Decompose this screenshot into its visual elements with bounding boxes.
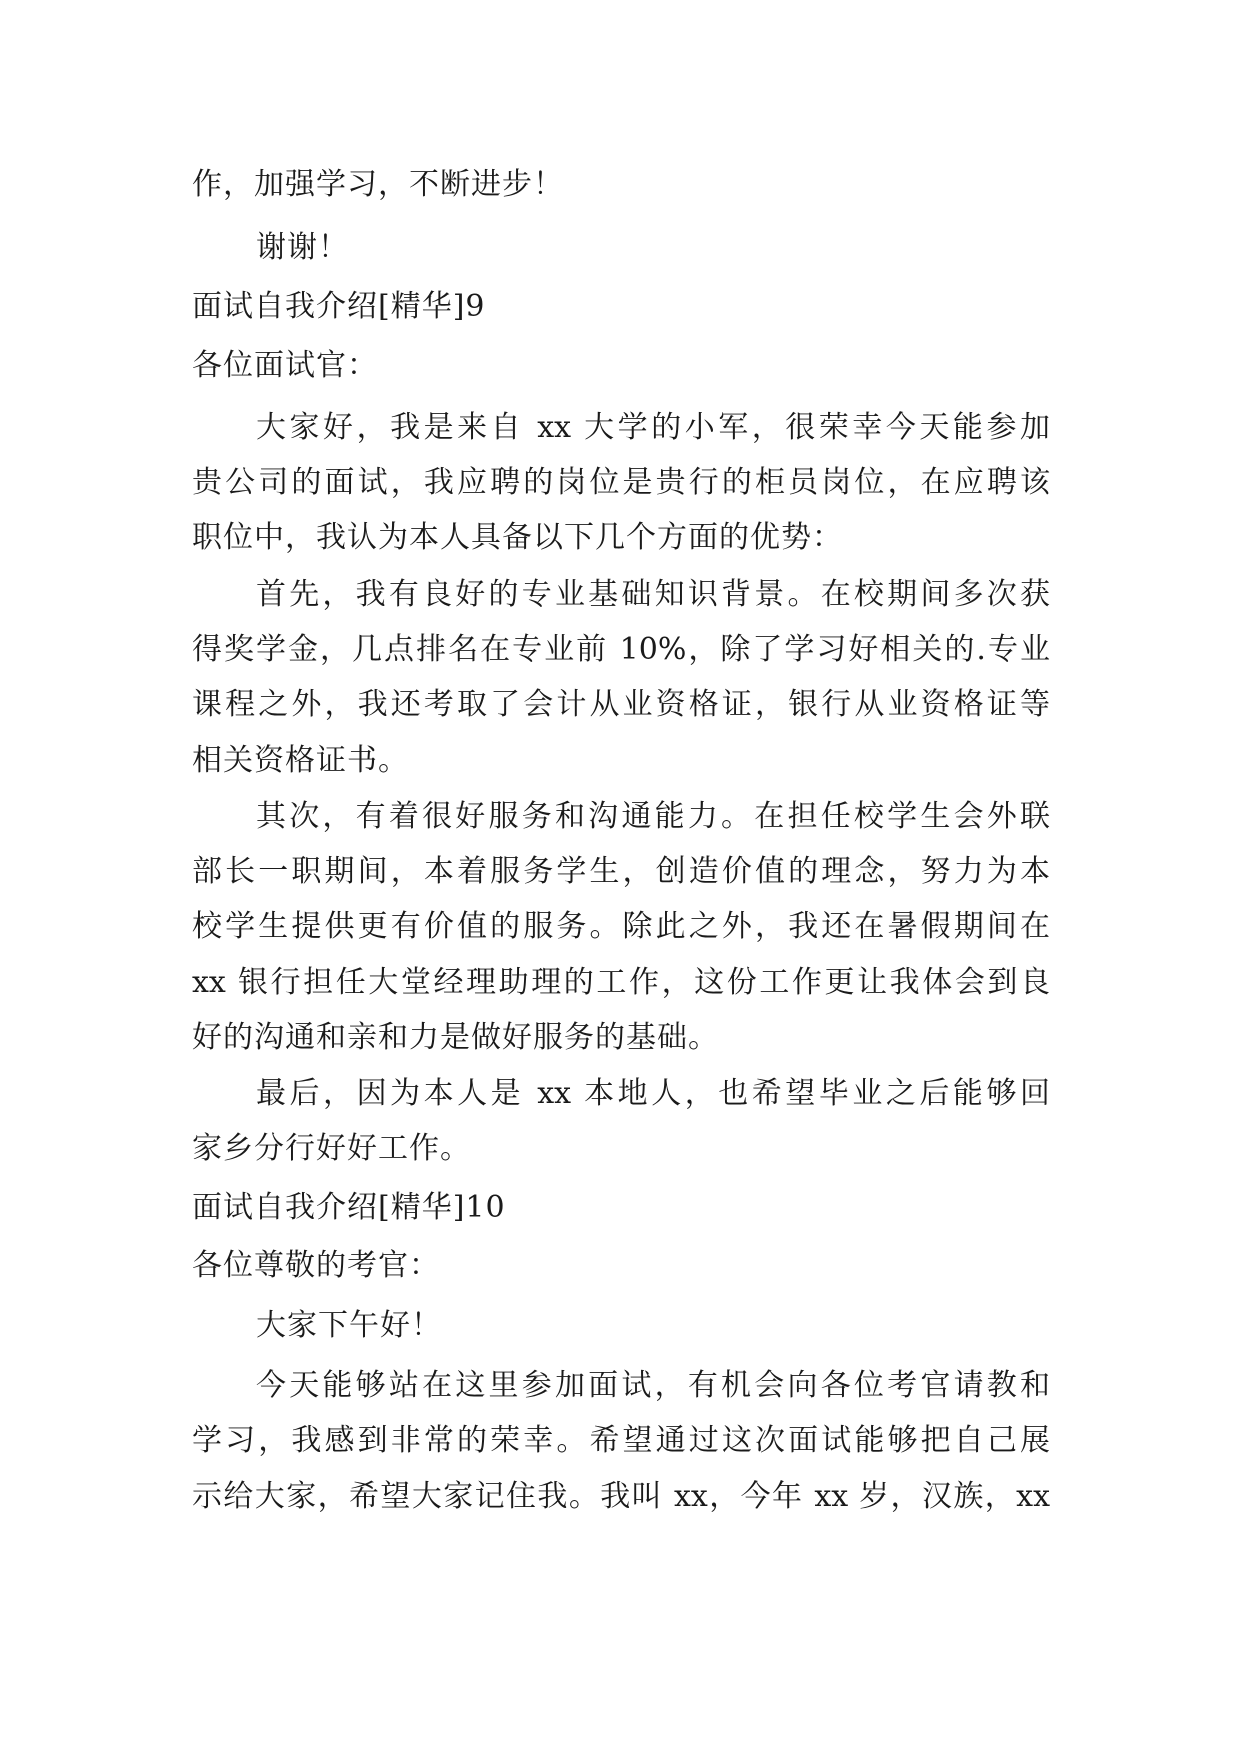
- greeting: 大家下午好！: [256, 1308, 442, 1343]
- paragraph-line: 其次，有着很好服务和沟通能力。在担任校学生会外联: [256, 799, 1050, 834]
- paragraph-line: 作，加强学习，不断进步！: [192, 167, 564, 202]
- paragraph-line: 今天能够站在这里参加面试，有机会向各位考官请教和: [256, 1368, 1050, 1403]
- section-heading: 面试自我介绍[精华]10: [192, 1190, 506, 1225]
- paragraph-line: 得奖学金，几点排名在专业前 10%，除了学习好相关的.专业: [192, 632, 1050, 667]
- paragraph-line: xx 银行担任大堂经理助理的工作，这份工作更让我体会到良: [192, 965, 1050, 1000]
- paragraph-line: 谢谢！: [256, 230, 349, 265]
- paragraph-line: 课程之外，我还考取了会计从业资格证，银行从业资格证等: [192, 687, 1050, 722]
- paragraph-line: 学习，我感到非常的荣幸。希望通过这次面试能够把自己展: [192, 1423, 1050, 1458]
- paragraph-line: 校学生提供更有价值的服务。除此之外，我还在暑假期间在: [192, 909, 1050, 944]
- paragraph-line: 相关资格证书。: [192, 743, 409, 778]
- paragraph-line: 职位中，我认为本人具备以下几个方面的优势：: [192, 520, 843, 555]
- paragraph-line: 部长一职期间，本着服务学生，创造价值的理念，努力为本: [192, 854, 1050, 889]
- salutation: 各位尊敬的考官：: [192, 1248, 440, 1283]
- paragraph-line: 家乡分行好好工作。: [192, 1131, 471, 1166]
- paragraph-line: 示给大家，希望大家记住我。我叫 xx，今年 xx 岁，汉族，xx: [192, 1479, 1050, 1514]
- paragraph-line: 好的沟通和亲和力是做好服务的基础。: [192, 1020, 719, 1055]
- paragraph-line: 贵公司的面试，我应聘的岗位是贵行的柜员岗位，在应聘该: [192, 465, 1050, 500]
- paragraph-line: 最后，因为本人是 xx 本地人，也希望毕业之后能够回: [256, 1076, 1050, 1111]
- paragraph-line: 首先，我有良好的专业基础知识背景。在校期间多次获: [256, 577, 1050, 612]
- salutation: 各位面试官：: [192, 348, 378, 383]
- paragraph-line: 大家好，我是来自 xx 大学的小军，很荣幸今天能参加: [256, 410, 1050, 445]
- section-heading: 面试自我介绍[精华]9: [192, 289, 486, 324]
